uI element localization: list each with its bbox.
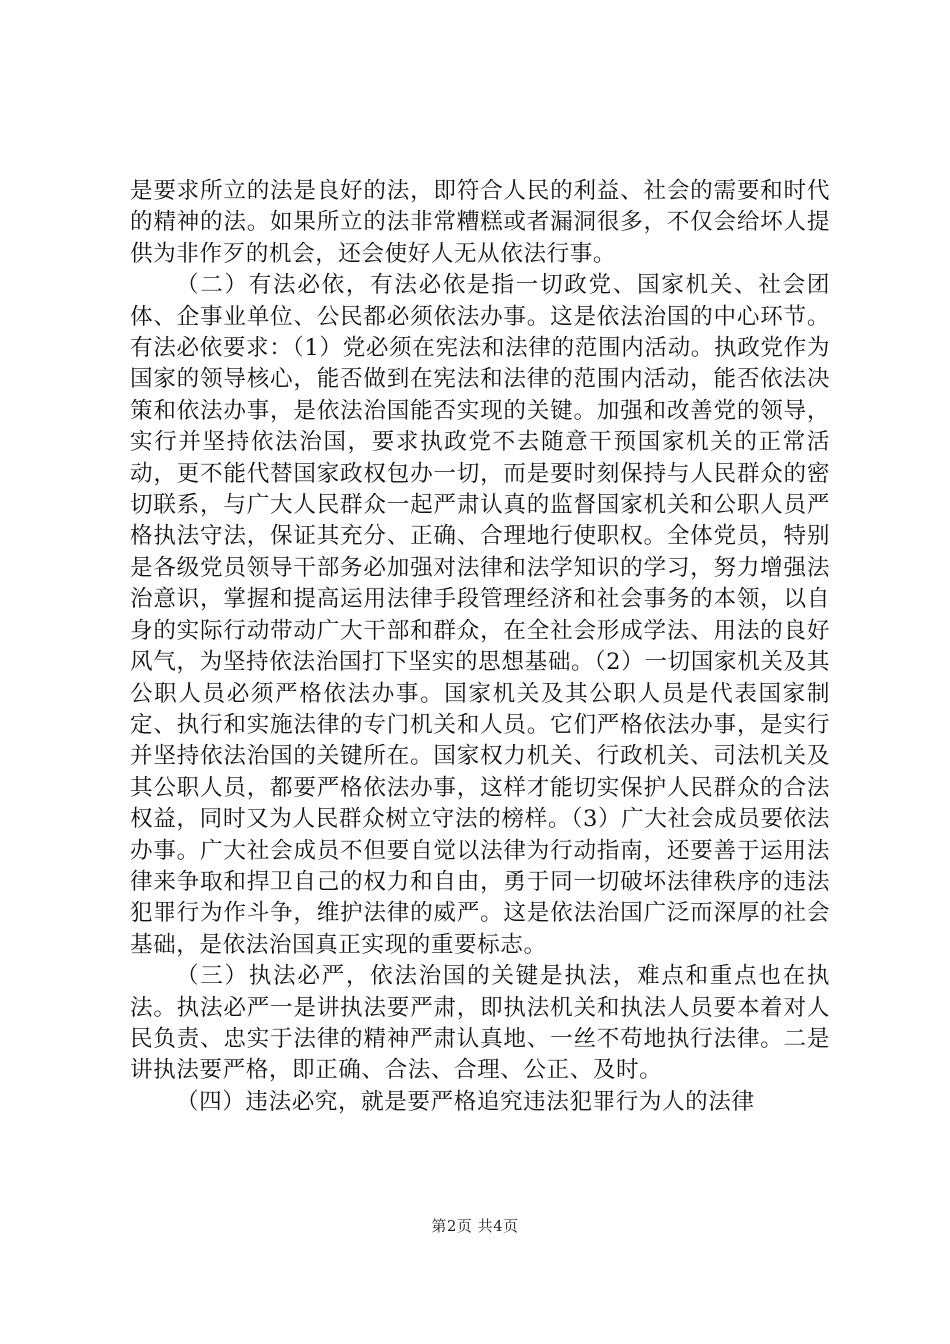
paragraph-1: 是要求所立的法是良好的法，即符合人民的利益、社会的需要和时代的精神的法。如果所立的法非常糟糕或者漏洞很多，不仅会给坏人提供为非作歹的机会，还会使好人无从依法行事。	[130, 178, 830, 267]
document-page	[130, 176, 830, 1118]
paragraph-2: （二）有法必依，有法必依是指一切政党、国家机关、社会团体、企事业单位、公民都必须依法办事。这是依法治国的中心环节。有法必依要求：（1）党必须在宪法和法律的范围内活动。执政党作为国家的领导核心，能否做到在宪法和法律的范围内活动，能否依法决策和依法办事，是依法治国能否实现的关键。加强和改善党的领导，实行并坚持依法治国，要求执政党不去随意干预国家机关的正常活动，更不能代替国家政权包办一切，而是要时刻保持与人民群众的密切联系，与广大人民群众一起严肃认真的监督国家机关和公职人员严格执法守法，保证其充分、正确、合理地行使职权。全体党员，特别是各级党员领导干部务必加强对法律和法学知识的学习，努力增强法治意识，掌握和提高运用法律手段管理经济和社会事务的本领，以自身的实际行动带动广大干部和群众，在全社会形成学法、用法的良好风气，为坚持依法治国打下坚实的思想基础。（2）一切国家机关及其公职人员必须严格依法办事。国家机关及其公职人员是代表国家制定、执行和实施法律的专门机关和人员。它们严格依法办事，是实行并坚持依法治国的关键所在。国家权力机关、行政机关、司法机关及其公职人员，都要严格依法办事，这样才能切实保护人民群众的合法权益，同时又为人民群众树立守法的榜样。（3）广大社会成员要依法办事。广大社会成员不但要自觉以法律为行动指南，还要善于运用法律来争取和捍卫自己的权力和自由，勇于同一切破坏法律秩序的违法犯罪行为作斗争，维护法律的威严。这是依法治国广泛而深厚的社会基础，是依法治国真正实现的重要标志。	[130, 272, 830, 958]
page-number-footer: 第2页 共4页	[431, 1217, 519, 1235]
paragraph-4: （四）违法必究，就是要严格追究违法犯罪行为人的法律	[176, 1088, 755, 1115]
paragraph-3: （三）执法必严，依法治国的关键是执法，难点和重点也在执法。执法必严一是讲执法要严肃，即执法机关和执法人员要本着对人民负责、忠实于法律的精神严肃认真地、一丝不苟地执行法律。二是讲执法要严格，即正确、合法、合理、公正、及时。	[130, 963, 830, 1084]
